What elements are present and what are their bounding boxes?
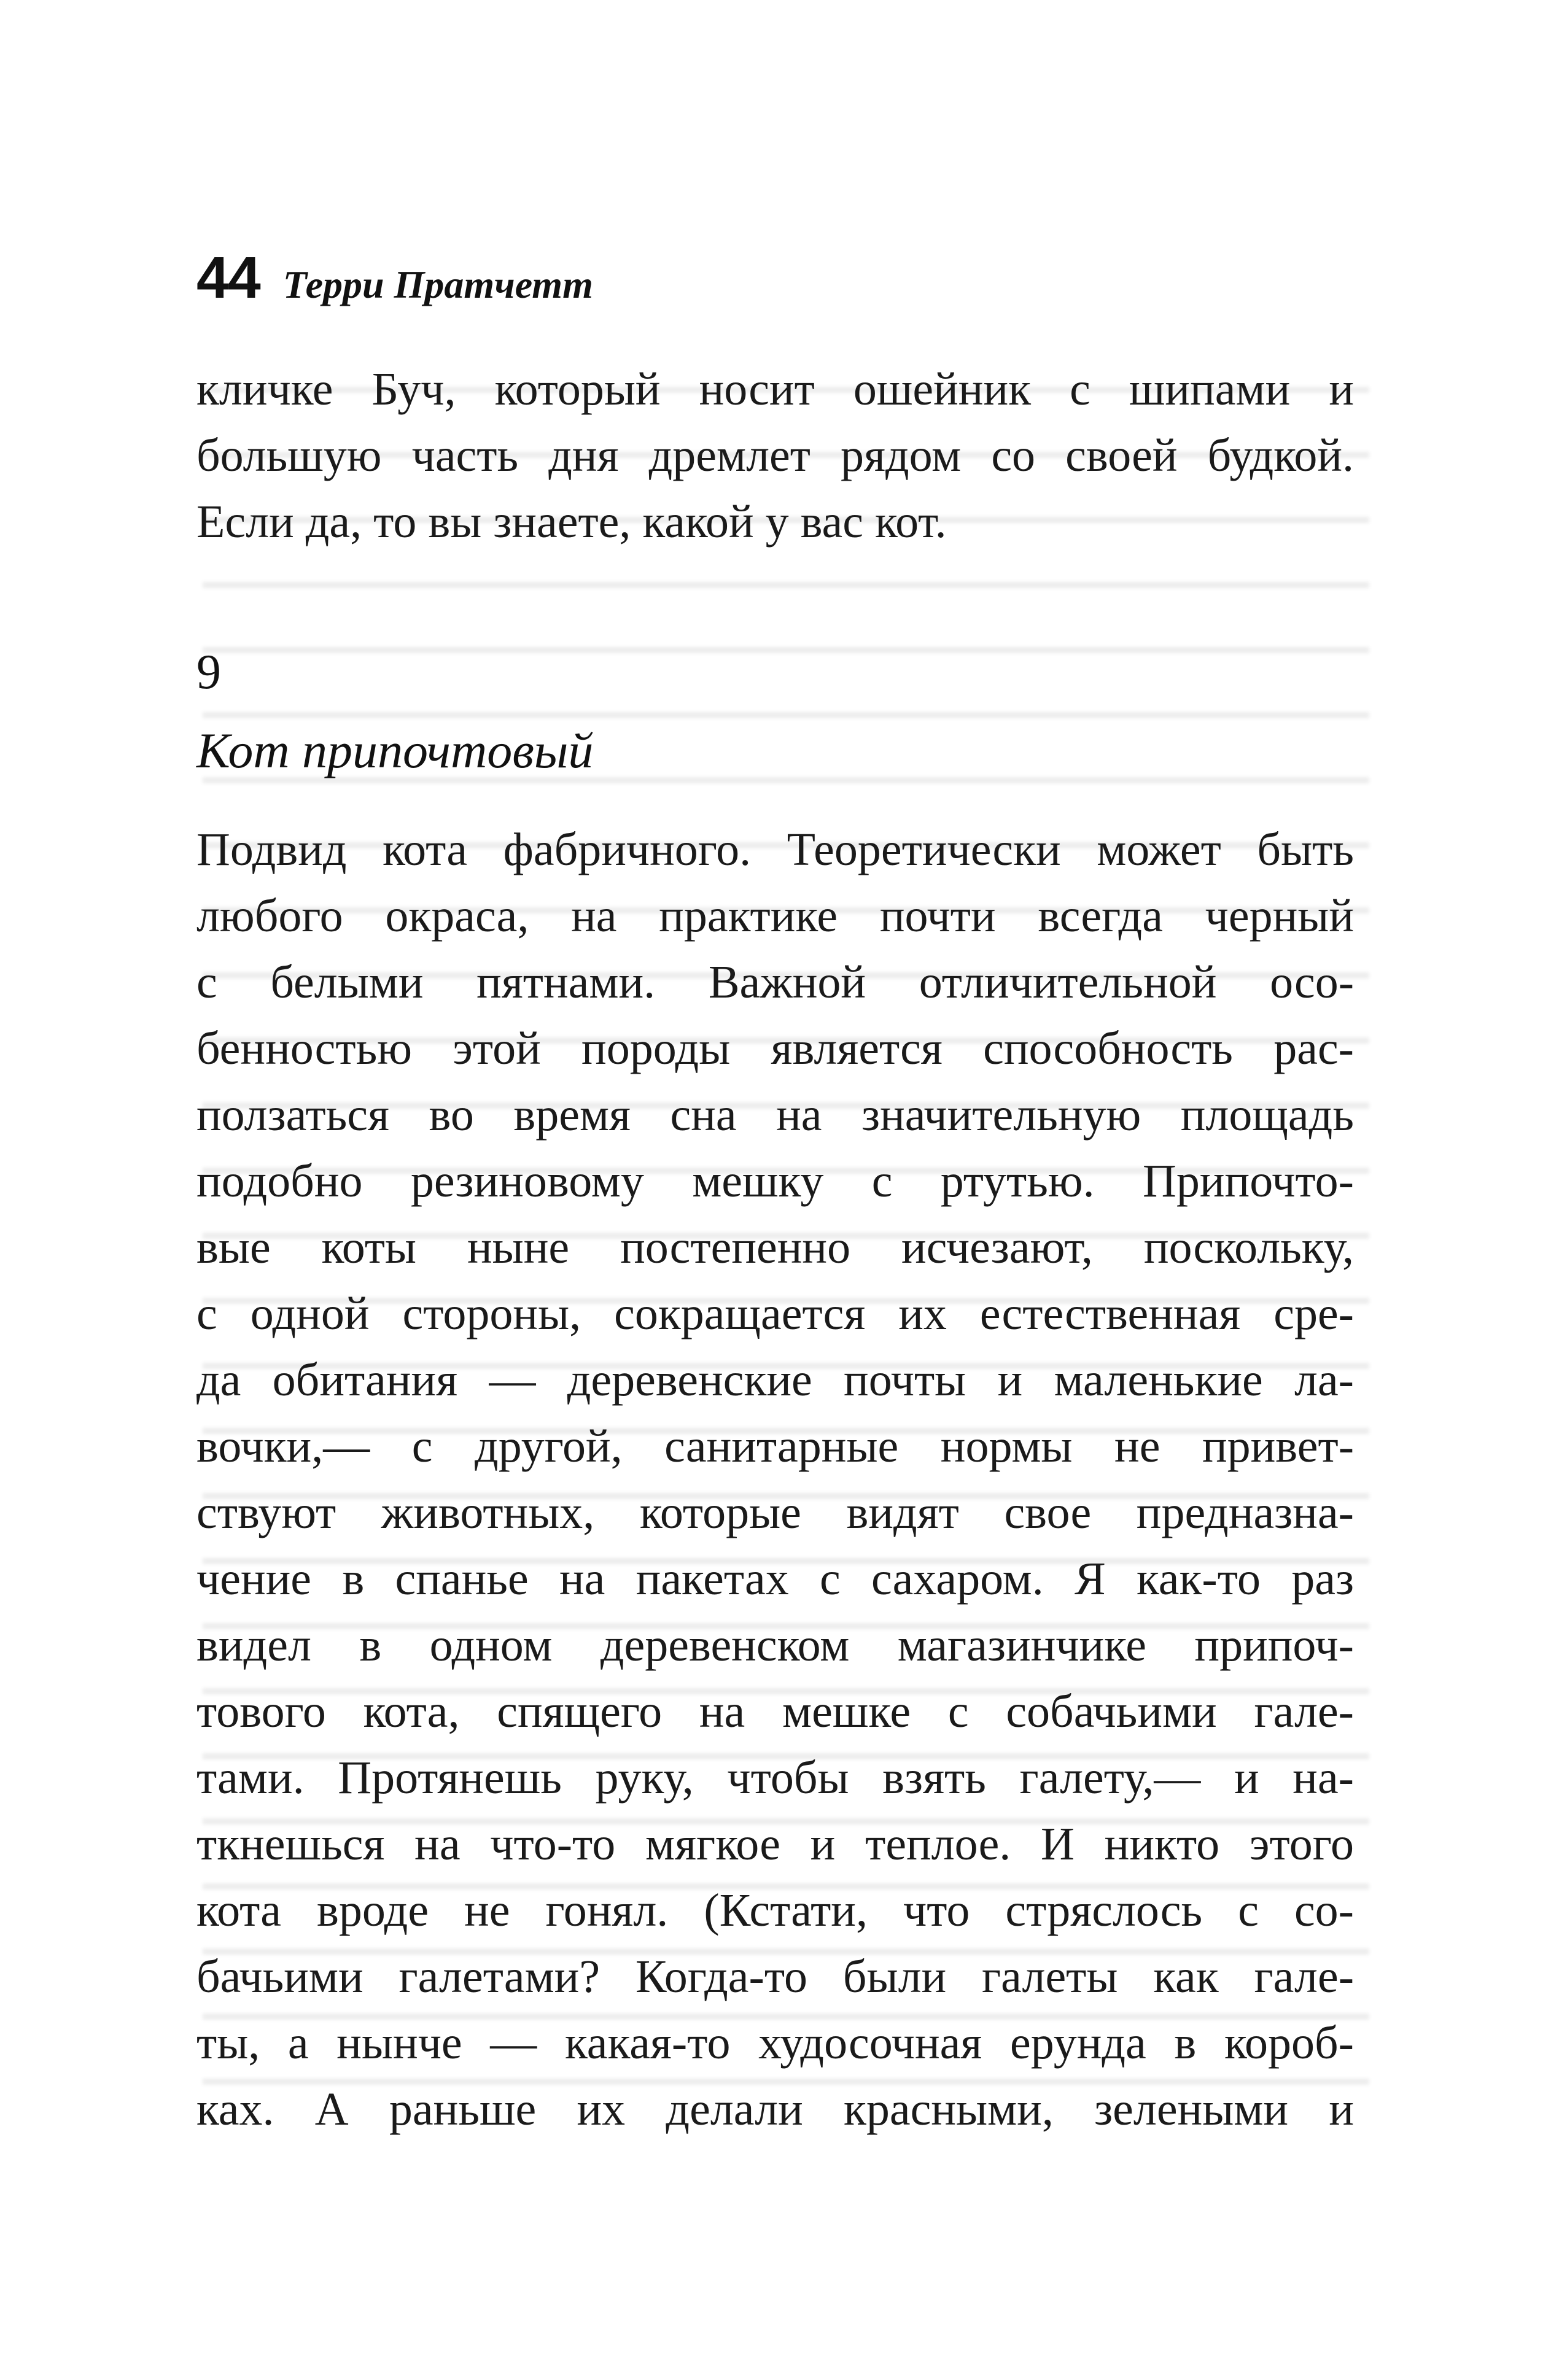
- text-line: с белыми пятнами. Важной отличительной осо-: [196, 956, 1354, 1008]
- text-line: ты, а нынче — какая-то худосочная ерунда в короб-: [196, 2017, 1354, 2069]
- text-line: Если да, то вы знаете, какой у вас кот.: [196, 496, 947, 548]
- text-line: бенностью этой породы является способность рас-: [196, 1023, 1354, 1074]
- text-line: чение в спанье на пакетах с сахаром. Я как-то раз: [196, 1553, 1354, 1605]
- text-line: кличке Буч, который носит ошейник с шипами и: [196, 363, 1354, 415]
- text-line: кота вроде не гонял. (Кстати, что стряслось с со-: [196, 1885, 1354, 1936]
- text-line: подобно резиновому мешку с ртутью. Припочто-: [196, 1155, 1354, 1207]
- intro-paragraph: [196, 356, 1354, 555]
- text-line: вые коты ныне постепенно исчезают, поскольку,: [196, 1222, 1354, 1273]
- text-line: ползаться во время сна на значительную площадь: [196, 1089, 1354, 1141]
- author-name: Терри Пратчетт: [282, 263, 593, 306]
- text-line: ткнешься на что-то мягкое и теплое. И никто этого: [196, 1818, 1354, 1870]
- running-head: [196, 244, 593, 312]
- text-line: тами. Протянешь руку, чтобы взять галету,— и на-: [196, 1752, 1354, 1804]
- text-line: с одной стороны, сокращается их естественная сре-: [196, 1288, 1354, 1339]
- text-line: видел в одном деревенском магазинчике припоч-: [196, 1619, 1354, 1671]
- text-line: да обитания — деревенские почты и маленькие ла-: [196, 1354, 1354, 1406]
- text-line: Подвид кота фабричного. Теоретически может быть: [196, 824, 1354, 875]
- text-line: ках. А раньше их делали красными, зелеными и: [196, 2083, 1354, 2135]
- text-line: тового кота, спящего на мешке с собачьими гале-: [196, 1686, 1354, 1737]
- entry-number: 9: [196, 645, 221, 699]
- page-number: 44: [196, 245, 260, 311]
- text-line: бачьими галетами? Когда-то были галеты как гале-: [196, 1951, 1354, 2002]
- text-line: ствуют животных, которые видят свое предназна-: [196, 1487, 1354, 1538]
- entry-title: Кот припочтовый: [196, 723, 594, 778]
- entry-body: [196, 816, 1354, 2142]
- text-line: вочки,— с другой, санитарные нормы не привет-: [196, 1421, 1354, 1472]
- text-line: большую часть дня дремлет рядом со своей будкой.: [196, 430, 1354, 481]
- text-line: любого окраса, на практике почти всегда черный: [196, 890, 1354, 942]
